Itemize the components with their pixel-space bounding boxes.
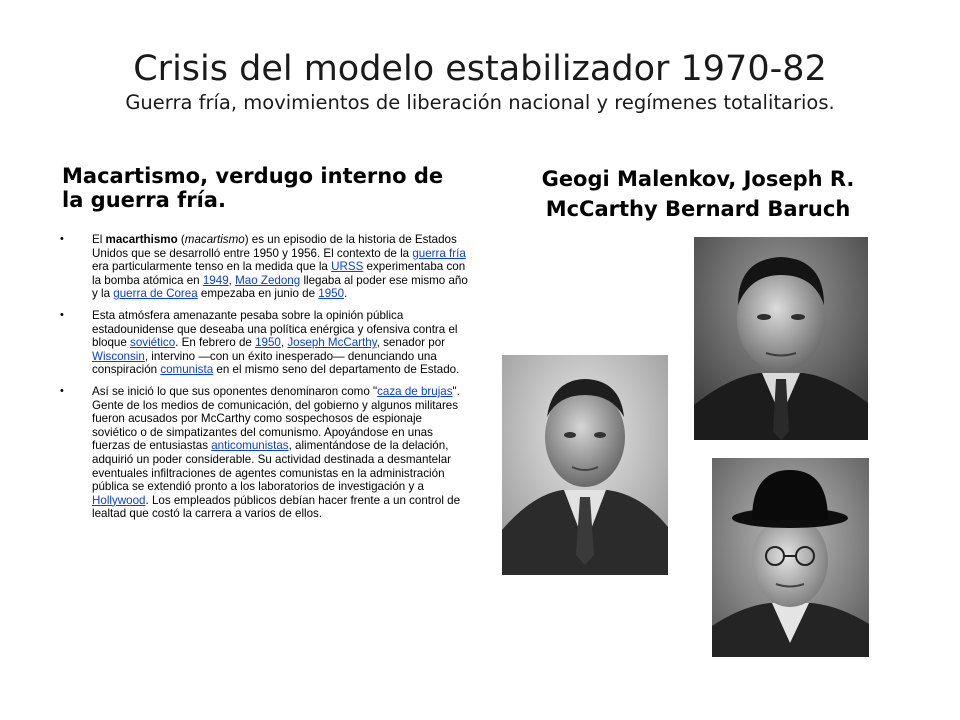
text: , [280,336,288,350]
link-comunista[interactable]: comunista [160,363,214,377]
right-heading [498,164,898,224]
link-guerra-fria[interactable]: guerra fría [412,246,466,260]
bullet-list [60,233,468,529]
text: . [344,287,348,301]
bullet-dot: • [60,384,64,397]
link-joseph-mccarthy[interactable]: Joseph McCarthy [287,336,377,350]
text: , [228,273,236,287]
bullet-dot: • [60,233,64,245]
bullet-item-3 [60,385,468,521]
title-subtitle: Guerra fría, movimientos de liberación nacional y regímenes totalitarios. [125,91,835,114]
link-hollywood[interactable]: Hollywood [92,493,146,507]
text: en el mismo seno del departamento de Estado. [213,363,460,377]
text: , intervino —con un éxito inesperado— denunciando una conspiración [92,349,437,377]
photo-mccarthy [694,237,868,440]
right-heading-line1: Geogi Malenkov, Joseph R. [541,167,855,191]
photo-malenkov [502,355,668,575]
link-caza-de-brujas[interactable]: caza de brujas [377,384,453,398]
link-1950[interactable]: 1950 [318,287,345,301]
text: ( [177,233,185,246]
link-urss[interactable]: URSS [331,260,364,274]
bullet-dot: • [60,308,64,321]
slide-title [40,48,920,116]
portrait-mccarthy [694,237,868,440]
link-1949[interactable]: 1949 [202,273,229,287]
bullet-item-2 [60,309,468,377]
text: . Los empleados públicos debían hacer frente a un control de lealtad que costó la carrera a varios de ellos. [92,493,461,521]
text: ". Gente de los medios de comunicación, del gobierno y algunos militares fueron acusados por McCarthy como sospechosos de espionaje soviético o de simpatizantes del comunismo. Apoyándose en unas fuerzas de entusiastas [92,384,460,453]
link-anticomunistas[interactable]: anticomunistas [211,439,289,453]
text: empezaba en junio de [197,287,319,301]
link-sovietico[interactable]: soviético [130,336,176,350]
text: . En febrero de [175,336,256,350]
link-1950[interactable]: 1950 [255,336,281,350]
text: experimentaba con la bomba atómica en [92,260,466,287]
title-main: Crisis del modelo estabilizador 1970-82 [133,49,827,89]
text: Esta atmósfera amenazante pesaba sobre la opinión pública estadounidense que deseaba una política enérgica y ofensiva contra el bloque [92,308,458,350]
text: era particularmente tenso en la medida que la [92,260,332,274]
italic-term: macartismo [184,233,245,246]
text: , alimentándose de la delación, adquirió un poder considerable. Su actividad destinada a desmantelar eventuales infiltraciones de agentes comunistas en la administración pública se extendió pronto a los laboratorios de investigación y a [92,439,451,494]
portrait-malenkov [502,355,668,575]
portrait-baruch [712,458,869,657]
bold-term: macarthismo [105,233,178,246]
text: El [92,233,106,246]
text: llegaba al poder ese mismo año y la [92,273,468,301]
bullet-item-1 [60,233,468,301]
text: ) es un episodio de la historia de Estados Unidos que se desarrolló entre 1950 y 1956. El contexto de la [92,233,457,260]
text: , senador por [376,336,446,350]
right-heading-line2: McCarthy Bernard Baruch [545,197,851,221]
left-heading: Macartismo, verdugo interno de la guerra fría. [62,164,444,212]
link-guerra-de-corea[interactable]: guerra de Corea [113,287,198,301]
text: Así se inició lo que sus oponentes denominaron como " [92,384,378,398]
link-wisconsin[interactable]: Wisconsin [92,349,145,363]
photo-baruch [712,458,869,657]
link-mao-zedong[interactable]: Mao Zedong [235,273,301,287]
